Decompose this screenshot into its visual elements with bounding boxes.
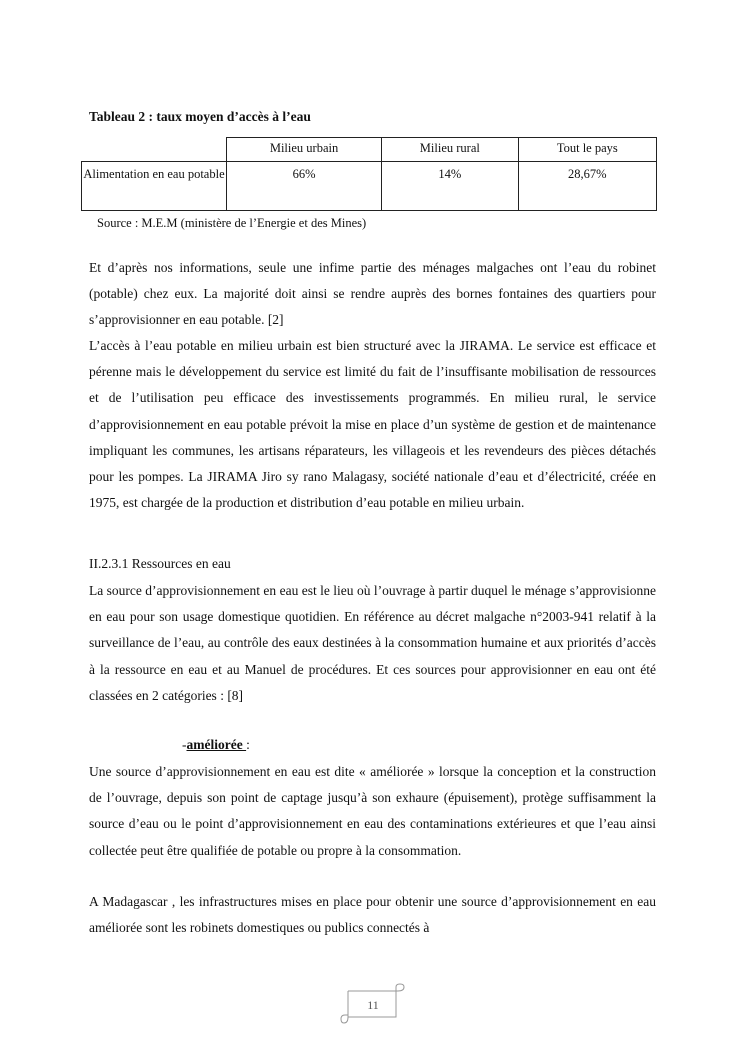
value-rural: 14% bbox=[382, 162, 518, 211]
bullet-term: améliorée bbox=[186, 737, 247, 752]
table-row bbox=[82, 162, 657, 211]
value-pays: 28,67% bbox=[518, 162, 656, 211]
value-urbain: 66% bbox=[227, 162, 382, 211]
header-urbain: Milieu urbain bbox=[227, 138, 382, 162]
bullet-dash: - bbox=[182, 737, 187, 752]
bullet-ameliore bbox=[182, 737, 250, 753]
paragraph-1: Et d’après nos informations, seule une infime partie des ménages malgaches ont l’eau du robinet (potable) chez eux. La majorité doit ainsi se rendre auprès des bornes fontaines des quartiers pour s’approvisionner en eau potable. [2] bbox=[89, 260, 656, 328]
page-number: 11 bbox=[367, 998, 379, 1012]
table-corner-cell bbox=[82, 138, 227, 162]
bullet-colon: : bbox=[246, 737, 250, 752]
page-number-scroll bbox=[340, 983, 406, 1025]
table-source: Source : M.E.M (ministère de l’Energie et des Mines) bbox=[97, 216, 367, 230]
water-access-table bbox=[81, 137, 657, 211]
header-rural: Milieu rural bbox=[382, 138, 518, 162]
header-pays: Tout le pays bbox=[518, 138, 656, 162]
paragraph-2: L’accès à l’eau potable en milieu urbain est bien structuré avec la JIRAMA. Le service est efficace et pérenne mais le développement du service est limité du fait de l’insuffisante mobilisation de ressources et de l’utilisation peu efficace des investissements programmés. En milieu rural, le service d’approvisionnement en eau potable prévoit la mise en place d’un système de gestion et de maintenance impliquant les communes, les artisans réparateurs, les villageois et les revendeurs des pièces détachés pour les pompes. La JIRAMA Jiro sy rano Malagasy, société nationale d’eau et d’électricité, créée en 1975, est chargée de la production et distribution d’eau potable en milieu urbain. bbox=[89, 338, 656, 511]
paragraph-5: A Madagascar , les infrastructures mises en place pour obtenir une source d’approvisionnement en eau améliorée sont les robinets domestiques ou publics connectés à bbox=[89, 894, 656, 936]
row-label: Alimentation en eau potable bbox=[82, 162, 227, 211]
paragraph-3: La source d’approvisionnement en eau est le lieu où l’ouvrage à partir duquel le ménage s’approvisionne en eau pour son usage domestique quotidien. En référence au décret malgache n°2003-941 relatif à la surveillance de l’eau, au contrôle des eaux destinées à la consommation humaine et aux priorités d’accès à la ressource en eau et au Manuel de procédures. Et ces sources pour approvisionner en eau ont été classées en 2 catégories : [8] bbox=[89, 583, 656, 703]
section-heading: II.2.3.1 Ressources en eau bbox=[89, 556, 231, 571]
paragraph-4: Une source d’approvisionnement en eau est dite « améliorée » lorsque la conception et la construction de l’ouvrage, depuis son point de captage jusqu’à son exhaure (épuisement), protège suffisamment la source d’eau ou le point d’approvisionnement en eau des contaminations extérieures et que l’eau ainsi collectée peut être qualifiée de potable ou propre à la consommation. bbox=[89, 764, 656, 858]
table-caption: Tableau 2 : taux moyen d’accès à l’eau bbox=[89, 109, 311, 124]
table-header-row bbox=[82, 138, 657, 162]
